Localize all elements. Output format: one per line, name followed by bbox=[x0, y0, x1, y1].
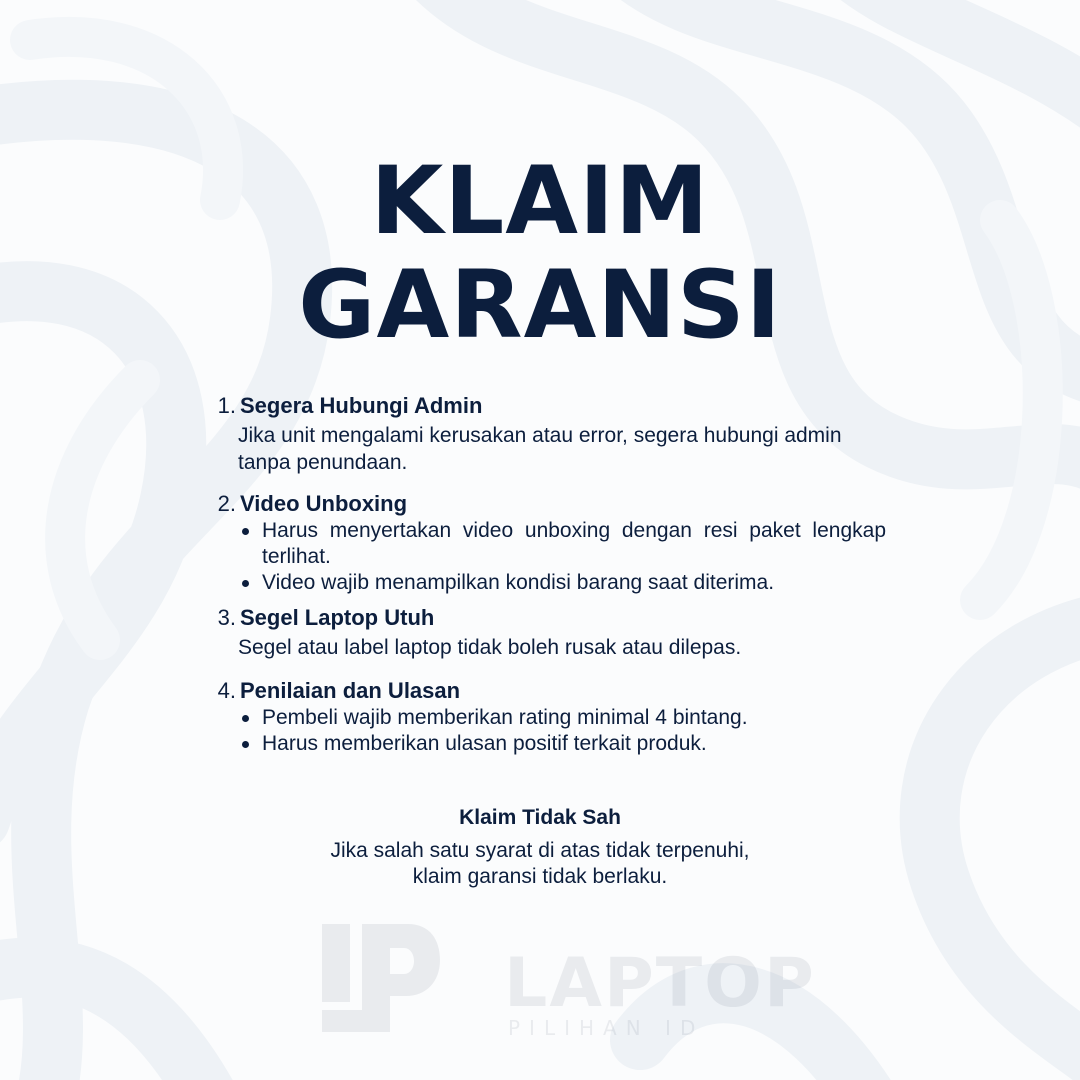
requirement-item-4 bbox=[206, 677, 886, 757]
brand-watermark bbox=[318, 920, 816, 1050]
watermark-brand: LAPTOP bbox=[504, 944, 816, 1023]
bullet-item bbox=[236, 705, 886, 731]
bullet-dot-icon bbox=[242, 715, 249, 722]
invalid-claim-note bbox=[0, 804, 1080, 890]
bullet-list bbox=[206, 518, 886, 596]
bullet-dot-icon bbox=[242, 580, 249, 587]
bullet-text: Harus menyertakan video unboxing dengan resi paket lengkap terlihat. bbox=[262, 519, 886, 568]
bullet-dot-icon bbox=[242, 741, 249, 748]
invalid-claim-title: Klaim Tidak Sah bbox=[459, 806, 621, 829]
requirements-list bbox=[206, 392, 886, 757]
requirement-item-3 bbox=[206, 604, 886, 661]
item-title: Video Unboxing bbox=[240, 491, 408, 516]
item-title: Segel Laptop Utuh bbox=[240, 605, 435, 630]
item-number: 4. bbox=[217, 678, 236, 703]
invalid-claim-line-2: klaim garansi tidak berlaku. bbox=[412, 865, 668, 888]
watermark-subtitle: PILIHAN ID bbox=[508, 1016, 705, 1040]
item-description: Jika unit mengalami kerusakan atau error, segera hubungi admin tanpa penundaan. bbox=[238, 424, 842, 474]
item-number: 2. bbox=[217, 491, 236, 516]
bullet-text: Video wajib menampilkan kondisi barang saat diterima. bbox=[262, 571, 775, 594]
invalid-claim-line-1: Jika salah satu syarat di atas tidak terpenuhi, bbox=[330, 839, 750, 862]
requirement-item-1 bbox=[206, 392, 886, 476]
requirement-item-2 bbox=[206, 490, 886, 596]
title-line-1: KLAIM bbox=[370, 147, 710, 256]
title-line-2: GARANSI bbox=[298, 251, 782, 360]
brand-logo-icon bbox=[318, 920, 448, 1040]
item-number: 1. bbox=[217, 393, 236, 418]
bullet-text: Pembeli wajib memberikan rating minimal 4 bintang. bbox=[262, 706, 748, 729]
invalid-claim-text bbox=[0, 838, 1080, 890]
item-number: 3. bbox=[217, 605, 236, 630]
bullet-item bbox=[236, 518, 886, 570]
page-title bbox=[0, 147, 1080, 360]
bullet-list bbox=[206, 705, 886, 757]
bullet-item bbox=[236, 731, 886, 757]
bullet-text: Harus memberikan ulasan positif terkait produk. bbox=[262, 732, 707, 755]
item-description: Segel atau label laptop tidak boleh rusak atau dilepas. bbox=[238, 636, 742, 659]
bullet-item bbox=[236, 570, 886, 596]
bullet-dot-icon bbox=[242, 528, 249, 535]
item-title: Segera Hubungi Admin bbox=[240, 393, 483, 418]
item-title: Penilaian dan Ulasan bbox=[240, 678, 461, 703]
